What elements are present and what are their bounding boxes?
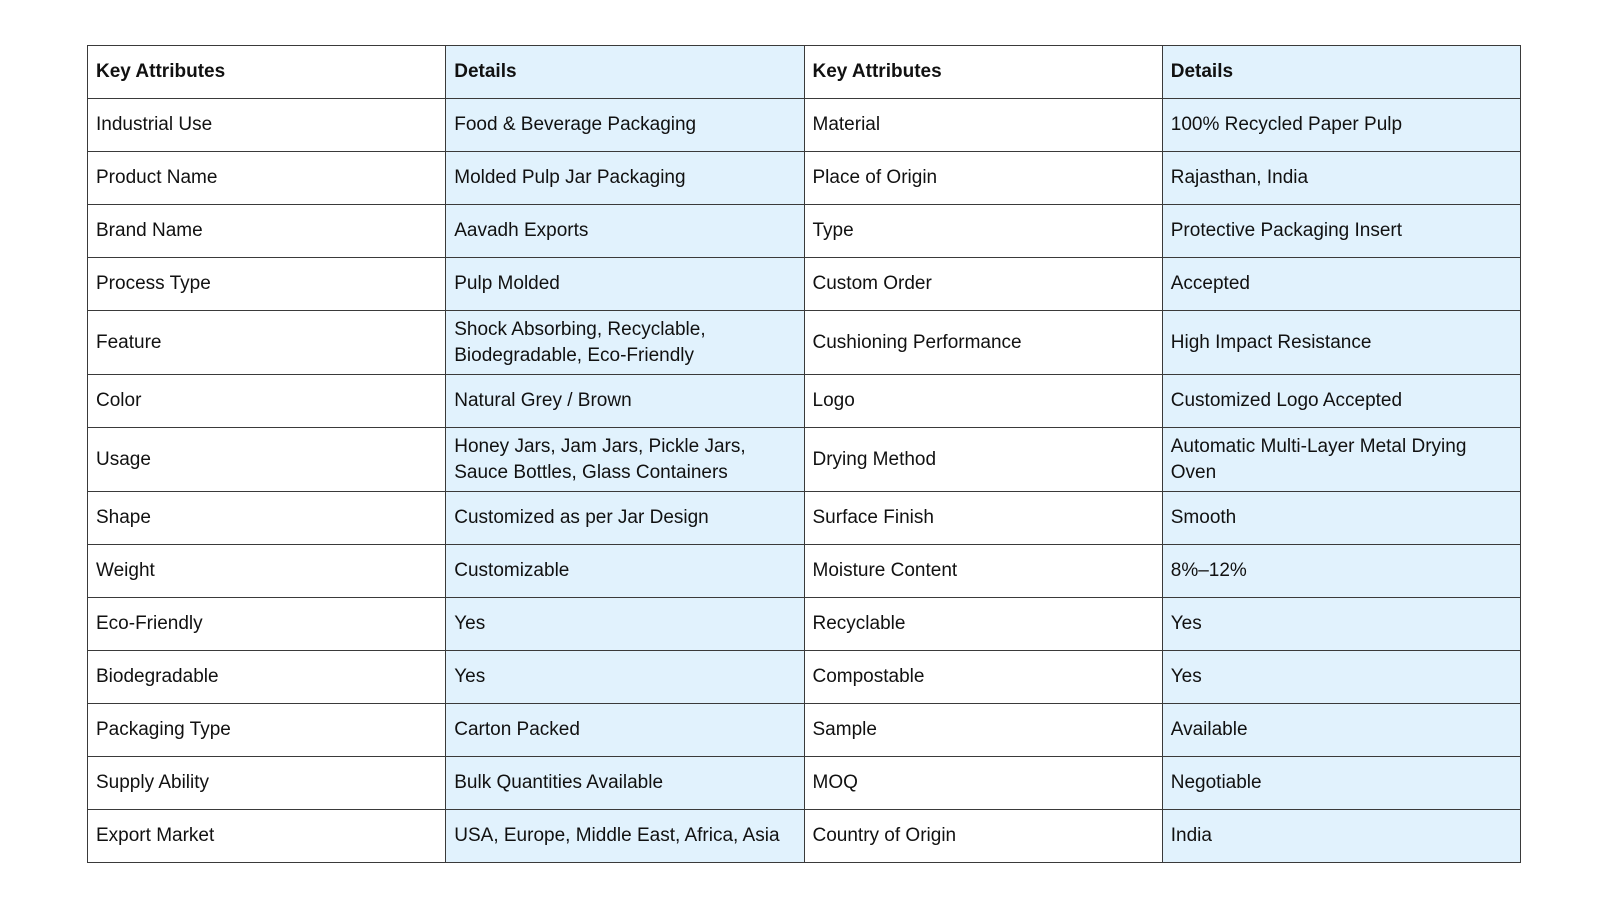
table-row (88, 375, 1521, 428)
attribute-name-cell: Process Type (88, 258, 446, 311)
table-row (88, 152, 1521, 205)
attribute-name-cell: Material (804, 99, 1162, 152)
product-spec-table (87, 45, 1521, 863)
attribute-name-cell: Packaging Type (88, 704, 446, 757)
attribute-name-cell: Country of Origin (804, 810, 1162, 863)
attribute-value-cell: India (1162, 810, 1520, 863)
table-row (88, 651, 1521, 704)
table-row (88, 545, 1521, 598)
attribute-name-cell: Drying Method (804, 428, 1162, 492)
attribute-name-cell: Eco-Friendly (88, 598, 446, 651)
attribute-name-cell: Color (88, 375, 446, 428)
attribute-name-cell: Surface Finish (804, 492, 1162, 545)
attribute-value-cell: 8%–12% (1162, 545, 1520, 598)
column-header-key-attributes: Key Attributes (88, 46, 446, 99)
attribute-name-cell: Custom Order (804, 258, 1162, 311)
table-row (88, 492, 1521, 545)
attribute-value-cell: USA, Europe, Middle East, Africa, Asia (446, 810, 804, 863)
attribute-value-cell: Honey Jars, Jam Jars, Pickle Jars, Sauce Bottles, Glass Containers (446, 428, 804, 492)
table-row (88, 704, 1521, 757)
attribute-name-cell: Compostable (804, 651, 1162, 704)
attribute-value-cell: Natural Grey / Brown (446, 375, 804, 428)
table-row (88, 311, 1521, 375)
attribute-value-cell: 100% Recycled Paper Pulp (1162, 99, 1520, 152)
attribute-value-cell: Smooth (1162, 492, 1520, 545)
attribute-value-cell: Customizable (446, 545, 804, 598)
attribute-value-cell: Negotiable (1162, 757, 1520, 810)
attribute-value-cell: Yes (446, 651, 804, 704)
attribute-value-cell: Molded Pulp Jar Packaging (446, 152, 804, 205)
attribute-name-cell: Sample (804, 704, 1162, 757)
table-row (88, 99, 1521, 152)
attribute-name-cell: Biodegradable (88, 651, 446, 704)
attribute-value-cell: Customized Logo Accepted (1162, 375, 1520, 428)
attribute-name-cell: Export Market (88, 810, 446, 863)
attribute-name-cell: Place of Origin (804, 152, 1162, 205)
table-header-row (88, 46, 1521, 99)
attribute-name-cell: Usage (88, 428, 446, 492)
column-header-details: Details (446, 46, 804, 99)
attribute-value-cell: Protective Packaging Insert (1162, 205, 1520, 258)
attribute-name-cell: Type (804, 205, 1162, 258)
attribute-value-cell: Yes (1162, 598, 1520, 651)
attribute-value-cell: Customized as per Jar Design (446, 492, 804, 545)
attribute-value-cell: Yes (446, 598, 804, 651)
attribute-name-cell: Feature (88, 311, 446, 375)
attribute-name-cell: Cushioning Performance (804, 311, 1162, 375)
attribute-value-cell: Shock Absorbing, Recyclable, Biodegradable, Eco-Friendly (446, 311, 804, 375)
table-row (88, 757, 1521, 810)
table-row (88, 598, 1521, 651)
column-header-details: Details (1162, 46, 1520, 99)
attribute-name-cell: Brand Name (88, 205, 446, 258)
attribute-name-cell: Moisture Content (804, 545, 1162, 598)
attribute-value-cell: Automatic Multi-Layer Metal Drying Oven (1162, 428, 1520, 492)
attribute-value-cell: Carton Packed (446, 704, 804, 757)
attribute-value-cell: Food & Beverage Packaging (446, 99, 804, 152)
table-row (88, 258, 1521, 311)
attribute-value-cell: Bulk Quantities Available (446, 757, 804, 810)
attribute-value-cell: Aavadh Exports (446, 205, 804, 258)
attribute-value-cell: High Impact Resistance (1162, 311, 1520, 375)
attribute-name-cell: Product Name (88, 152, 446, 205)
attribute-name-cell: Recyclable (804, 598, 1162, 651)
attribute-value-cell: Pulp Molded (446, 258, 804, 311)
attribute-name-cell: Logo (804, 375, 1162, 428)
attribute-value-cell: Available (1162, 704, 1520, 757)
attribute-value-cell: Yes (1162, 651, 1520, 704)
attribute-name-cell: Weight (88, 545, 446, 598)
attribute-value-cell: Accepted (1162, 258, 1520, 311)
attribute-value-cell: Rajasthan, India (1162, 152, 1520, 205)
attribute-name-cell: Supply Ability (88, 757, 446, 810)
table-row (88, 810, 1521, 863)
table-row (88, 428, 1521, 492)
table-row (88, 205, 1521, 258)
attribute-name-cell: MOQ (804, 757, 1162, 810)
column-header-key-attributes: Key Attributes (804, 46, 1162, 99)
attribute-name-cell: Industrial Use (88, 99, 446, 152)
attribute-name-cell: Shape (88, 492, 446, 545)
